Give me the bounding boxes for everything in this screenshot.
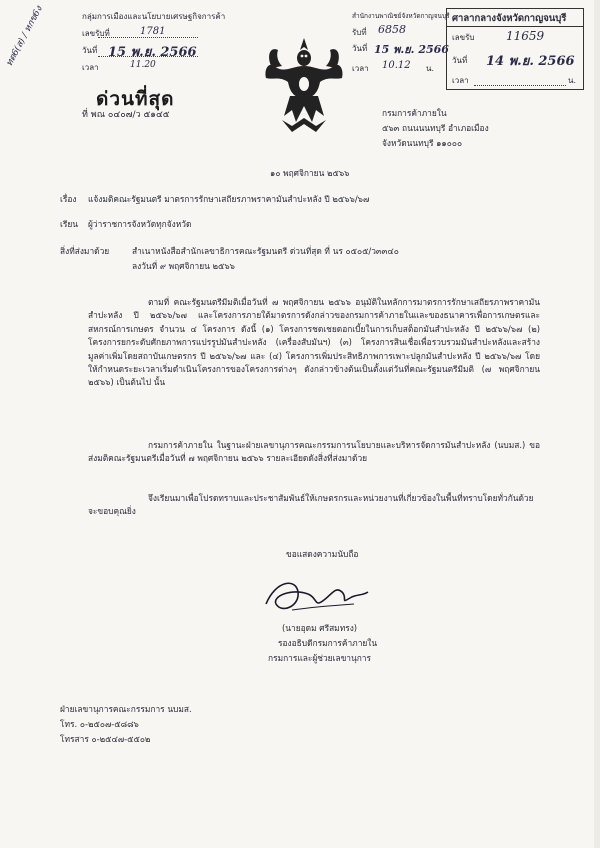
left-stamp-time-label: เวลา: [82, 63, 99, 72]
right-stamp-title: ศาลากลางจังหวัดกาญจนบุรี: [452, 13, 567, 24]
mid-stamp-recv-no: 6858: [378, 23, 406, 36]
sender-address-2: จังหวัดนนทบุรี ๑๑๐๐๐: [382, 138, 463, 148]
subject-label: เรื่อง: [60, 194, 77, 204]
right-stamp-recv-no: 11659: [506, 29, 545, 43]
enclosure-line-1: สำเนาหนังสือสำนักเลขาธิการคณะรัฐมนตรี ด่วนที่สุด ที่ นร ๐๕๐๕/ว๓๓๔๐: [132, 246, 399, 256]
margin-note: ทต6(ส) / หกข6ง: [4, 4, 45, 69]
left-stamp-lines-2: [98, 56, 198, 57]
footer-tel: โทร. ๐-๒๕๐๗-๕๘๘๖: [60, 719, 139, 729]
signer-name: (นายอุดม ศรีสมทรง): [282, 623, 358, 633]
mid-stamp-time-label: เวลา: [352, 64, 369, 73]
paragraph-1: ตามที่ คณะรัฐมนตรีมีมติเมื่อวันที่ ๗ พฤศจิกายน ๒๕๖๖ อนุมัติในหลักการมาตรการรักษาเสถียรภาพราคามันสำปะหลัง ปี ๒๕๖๖/๖๗ และโครงการภายใต้มาตรการดังกล่าวของกรมการค้าภายในและของธนาคารเพื่อการเกษตรและสหกรณ์การเกษตร จำนวน ๔ โครงการ ดังนี้ (๑) โครงการชดเชยดอกเบี้ยในการเก็บสต็อกมันสำปะหลัง ปี ๒๕๖๖/๖๗ (๒) โครงการยกระดับศักยภาพการแปรรูปมันสำปะหลัง (เครื่องสับมันฯ) (๓) โครงการสินเชื่อเพื่อรวบรวมมันสำปะหลังและสร้างมูลค่าเพิ่มโดยสถาบันเกษตรกร ปี ๒๕๖๖/๖๗ และ (๔) โครงการเพิ่มประสิทธิภาพการเพาะปลูกมันสำปะหลัง ปี ๒๕๖๖/๖๗ โดยให้กำหนดระยะเวลาเริ่มดำเนินโครงการของโครงการต่างๆ ดังกล่าวข้างต้นเป็นตั้งแต่วันที่คณะรัฐมนตรีมีมติ (๗ พฤศจิกายน ๒๕๖๖) เป็นต้นไป นั้น: [88, 297, 540, 388]
right-stamp-time-line: [474, 85, 566, 86]
right-stamp-divider: [446, 26, 583, 27]
left-stamp-date-label: วันที่: [82, 46, 98, 55]
mid-stamp-date-label: วันที่: [352, 44, 368, 53]
signature: [262, 574, 372, 618]
left-stamp-lines: [98, 37, 198, 38]
document-number: ที่ พณ ๐๔๐๗/ว ๕๑๔๕: [82, 110, 170, 120]
mid-stamp-suffix: น.: [426, 64, 435, 73]
left-stamp-time: 11.20: [130, 60, 156, 70]
mid-stamp-time: 10.12: [382, 60, 411, 71]
right-stamp-date: 14 พ.ย. 2566: [486, 54, 575, 69]
mid-stamp-date: 15 พ.ย. 2566: [374, 43, 449, 56]
closing: ขอแสดงความนับถือ: [286, 549, 359, 559]
to-label: เรียน: [60, 219, 78, 229]
garuda-emblem: [262, 36, 346, 134]
signer-position-2: กรมการและผู้ช่วยเลขานุการ: [268, 653, 372, 663]
right-stamp-time-suffix: น.: [568, 76, 577, 85]
paragraph-2: กรมการค้าภายใน ในฐานะฝ่ายเลขานุการคณะกรรมการนโยบายและบริหารจัดการมันสำปะหลัง (นบมส.) ขอส่งมติคณะรัฐมนตรีเมื่อวันที่ ๗ พฤศจิกายน ๒๕๖๖ รายละเอียดดังสิ่งที่ส่งมาด้วย: [88, 440, 540, 464]
sender-address-1: ๕๖๓ ถนนนนทบุรี อำเภอเมือง: [382, 123, 489, 133]
right-stamp-date-label: วันที่: [452, 56, 468, 65]
right-stamp-recv-label: เลขรับ: [452, 33, 475, 42]
left-stamp-recv-no: 1781: [140, 26, 166, 37]
enclosure-line-2: ลงวันที่ ๙ พฤศจิกายน ๒๕๖๖: [132, 261, 236, 271]
left-stamp-org: กลุ่มการเมืองและนโยบายเศรษฐกิจการค้า: [82, 12, 226, 21]
left-stamp-recv-label: เลขรับที่: [82, 29, 110, 38]
scan-edge: [594, 0, 600, 848]
subject-text: แจ้งมติคณะรัฐมนตรี มาตรการรักษาเสถียรภาพราคามันสำปะหลัง ปี ๒๕๖๖/๖๗: [88, 194, 370, 204]
footer-unit: ฝ่ายเลขานุการคณะกรรมการ นบมส.: [60, 704, 192, 714]
mid-stamp-org: สำนักงานพาณิชย์จังหวัดกาญจนบุรี: [352, 12, 450, 20]
sender-dept: กรมการค้าภายใน: [382, 108, 447, 118]
left-stamp-date: 15 พ.ย. 2566: [108, 45, 197, 60]
paragraph-3: จึงเรียนมาเพื่อโปรดทราบและประชาสัมพันธ์ให้เกษตรกรและหน่วยงานที่เกี่ยวข้องในพื้นที่ทราบโดยทั่วกันด้วย จะขอบคุณยิ่ง: [88, 493, 534, 517]
signer-position-1: รองอธิบดีกรมการค้าภายใน: [278, 638, 378, 648]
to-text: ผู้ว่าราชการจังหวัดทุกจังหวัด: [88, 219, 192, 229]
mid-stamp-recv-label: รับที่: [352, 28, 367, 37]
urgency-label: ด่วนที่สุด: [96, 88, 175, 110]
document-date: ๑๐ พฤศจิกายน ๒๕๖๖: [270, 168, 350, 178]
footer-fax: โทรสาร ๐-๒๕๔๗-๕๕๐๒: [60, 734, 151, 744]
right-stamp-time-label: เวลา: [452, 76, 469, 85]
enclosure-label: สิ่งที่ส่งมาด้วย: [60, 246, 110, 256]
